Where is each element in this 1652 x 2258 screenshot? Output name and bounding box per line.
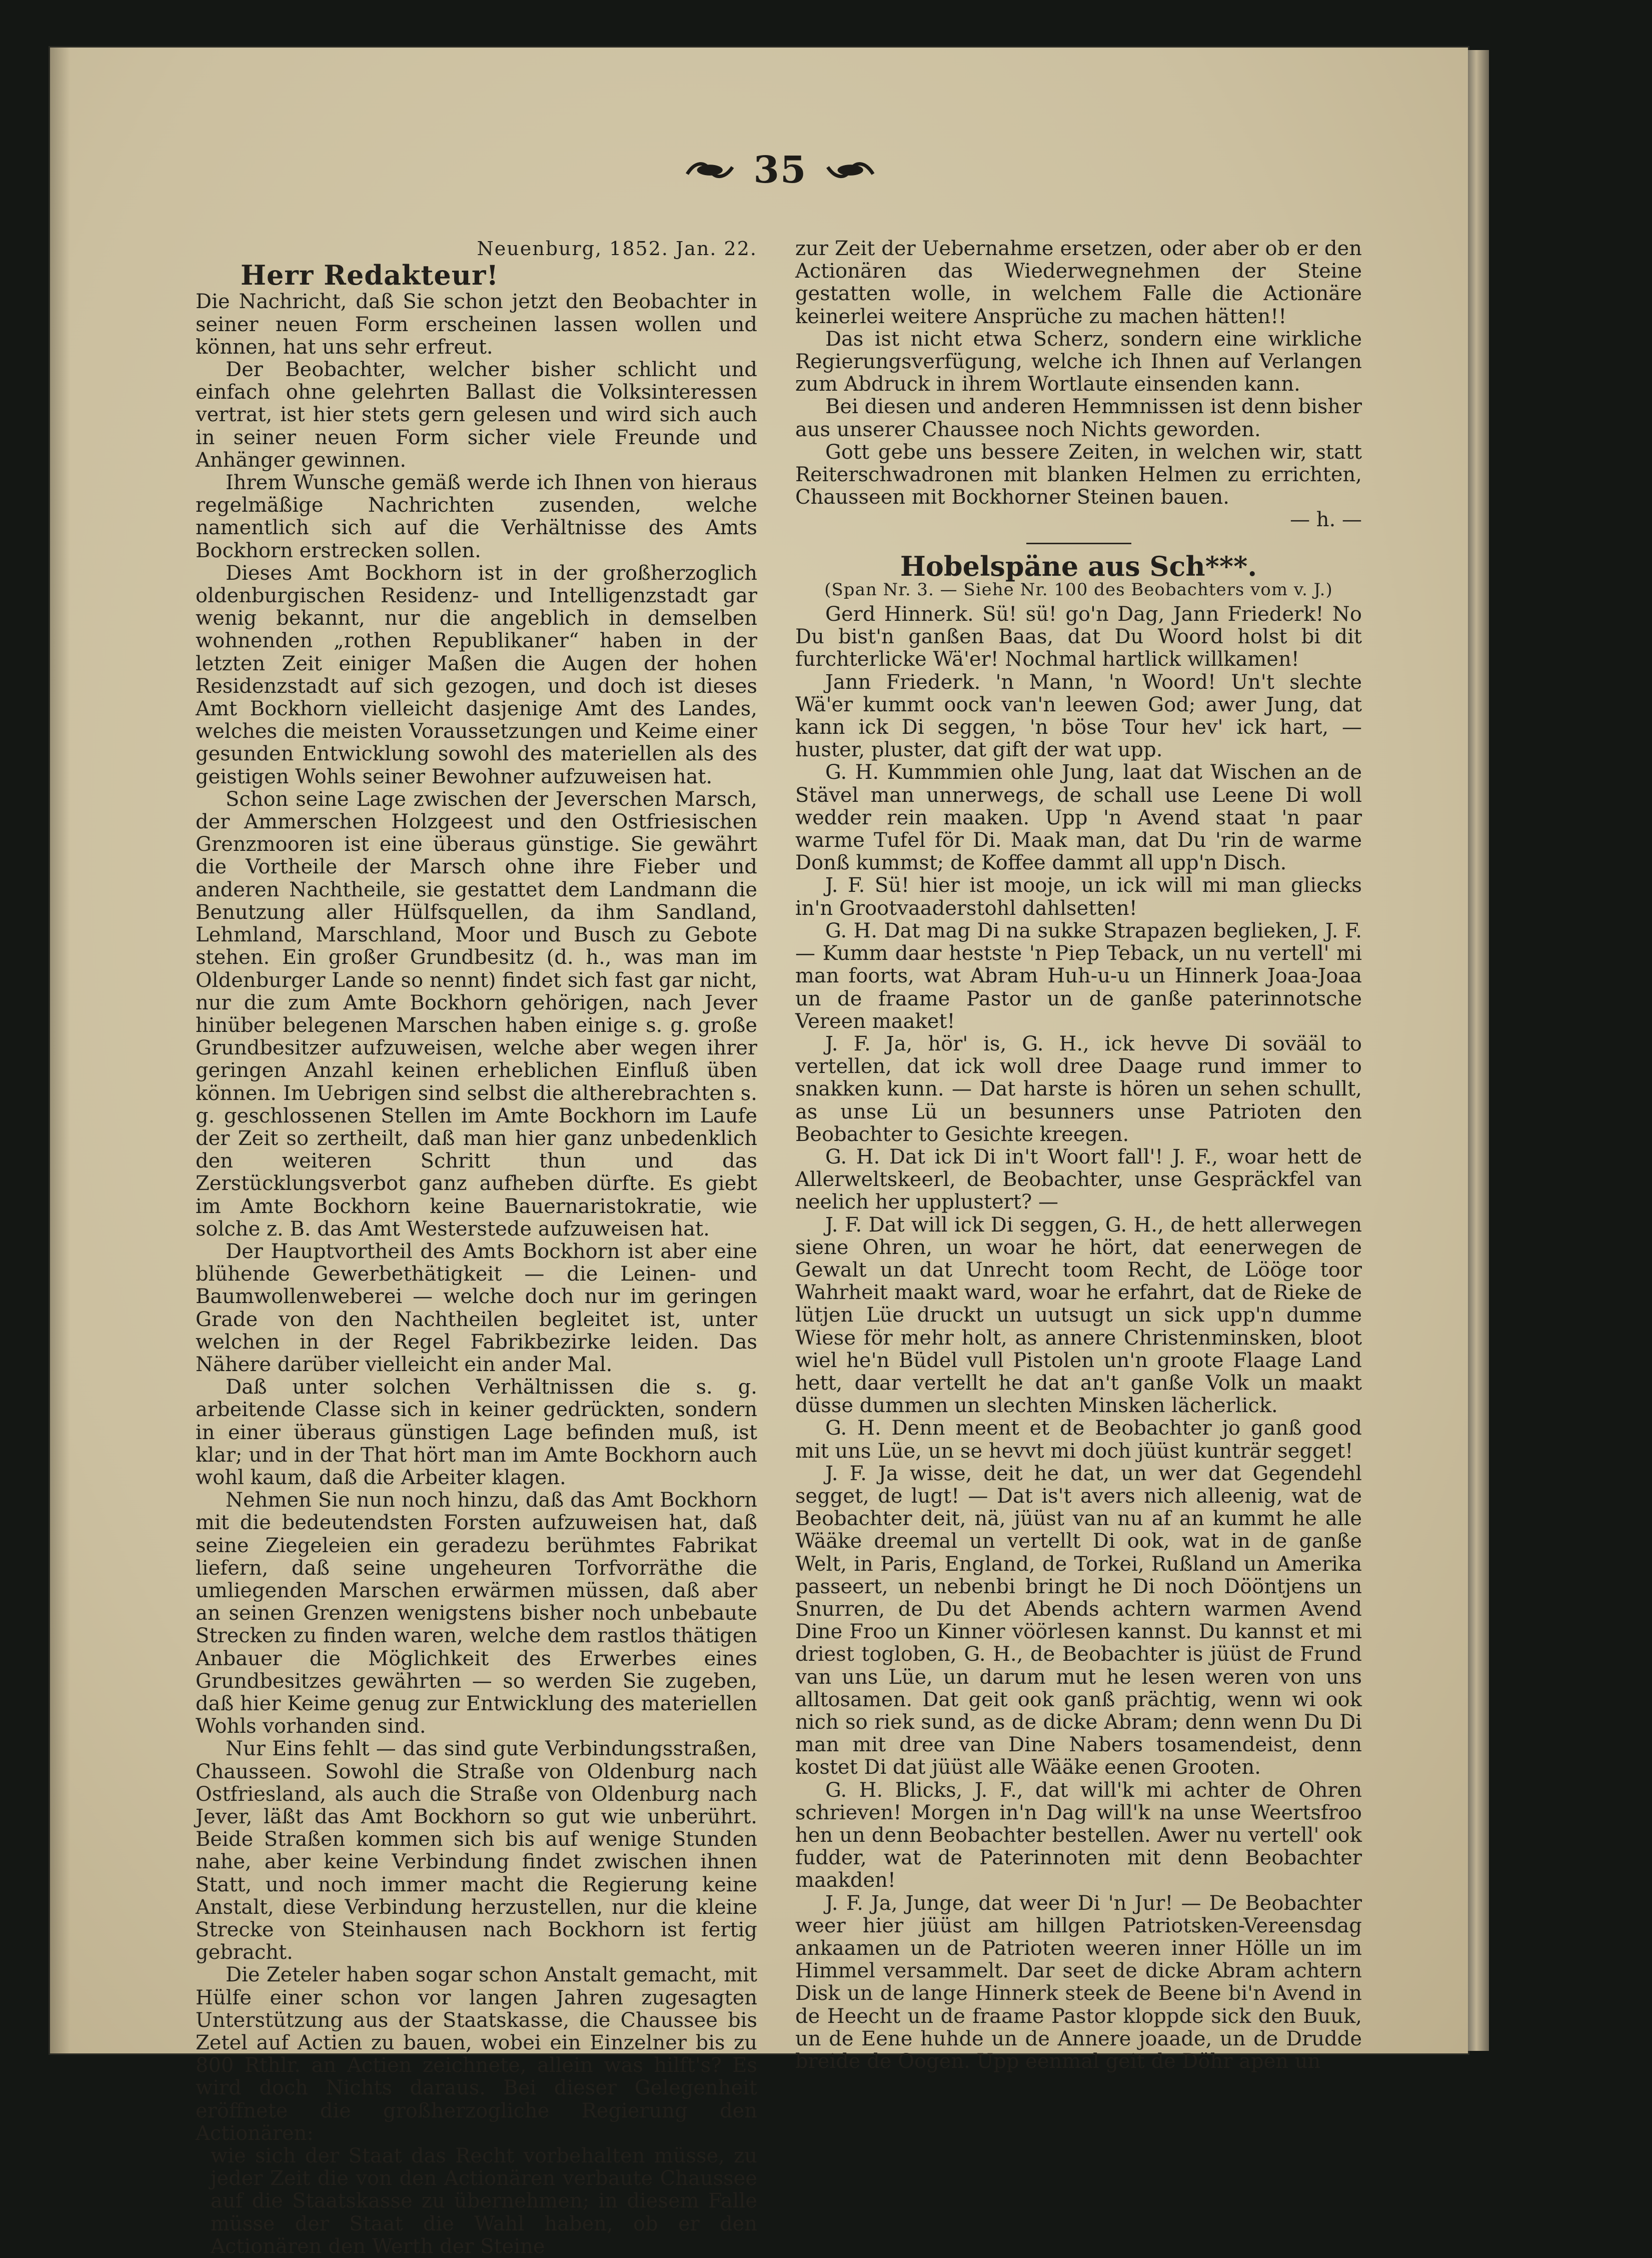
dialogue-paragraph: J. F. Ja, hör' is, G. H., ick hevve Di sovääl to vertellen, dat ick woll dree Daage rund immer to snakken kunn. — Dat harste is hören un sehen schullt, as unse Lü un besunners unse Patrioten den Beobachter to Gesichte kreegen. (795, 1032, 1362, 1146)
letter-signature: — h. — (1290, 508, 1362, 532)
letter-paragraph: Schon seine Lage zwischen der Jeverschen Marsch, der Ammerschen Holzgeest und den Ostfriesischen Grenzmooren ist eine überaus günstige. Sie gewährt die Vortheile der Marsch ohne ihre Fieber und anderen Nachtheile, sie gestattet dem Landmann die Benutzung aller Hülfsquellen, da ihm Sandland, Lehmland, Marschland, Moor und Busch zu Gebote stehen. Ein großer Grundbesitz (d. h., was man im Oldenburger Lande so nennt) findet sich fast gar nicht, nur die zum Amte Bockhorn gehörigen, nach Jever hinüber belegenen Marschen haben einige s. g. große Grundbesitzer aufzuweisen, welche aber wegen ihrer geringen Anzahl keinen erheblichen Einfluß üben können. Im Uebrigen sind selbst die altherebrachten s. g. geschlossenen Stellen im Amte Bockhorn im Laufe der Zeit so zertheilt, daß man hier ganz unbedenklich den weiteren Schritt thun und das Zerstücklungsverbot ganz aufheben dürfte. Es giebt im Amte Bockhorn keine Bauernaristokratie, wie solche z. B. das Amt Westerstede aufzuweisen hat. (196, 787, 757, 1241)
gutter-shadow (50, 48, 70, 2053)
letter-paragraph: Nehmen Sie nun noch hinzu, daß das Amt Bockhorn mit die bedeutendsten Forsten aufzuweisen hat, daß seine Ziegeleien ein geradezu berühmtes Fabrikat liefern, daß seine ungeheuren Torfvorräthe die umliegenden Marschen erwärmen müssen, daß aber an seinen Grenzen wenigstens bisher noch unbebaute Strecken zu finden waren, welche dem rastlos thätigen Anbauer die Möglichkeit des Erwerbes eines Grundbesitzes gewährten — so werden Sie zugeben, daß hier Keime genug zur Entwicklung des materiellen Wohls vorhanden sind. (196, 1489, 757, 1738)
section-separator (1026, 543, 1131, 544)
newspaper-page (50, 48, 1468, 2258)
letter-paragraph: Ihrem Wunsche gemäß werde ich Ihnen von hieraus regelmäßige Nachrichten zusenden, welche namentlich sich auf die Verhältnisse des Amts Bockhorn erstrecken sollen. (196, 471, 757, 562)
letter-paragraph: Der Beobachter, welcher bisher schlicht und einfach ohne gelehrten Ballast die Volksinteressen vertrat, ist hier stets gern gelesen und wird sich auch in seiner neuen Form sicher viele Freunde und Anhänger gewinnen. (196, 358, 757, 472)
letter-quote: wie sich der Staat das Recht vorbehalten müsse, zu jeder Zeit die von den Actionären verbaute Chaussee auf die Staatskasse zu übernehmen; in diesem Falle müsse der Staat die Wahl haben, ob er den Actionären den Werth der Steine (211, 2144, 757, 2258)
dialogue-paragraph: G. H. Kummmien ohle Jung, laat dat Wischen an de Stävel man unnerwegs, de schall use Leene Di woll wedder rein maaken. Upp 'n Avend staat 'n paar warme Tufel för Di. Maak man, dat Du 'rin de warme Donß kummst; de Koffee dammt all upp'n Disch. (795, 761, 1362, 875)
dialogue-paragraph: G. H. Dat mag Di na sukke Strapazen beglieken, J. F. — Kumm daar hestste 'n Piep Teback, un nu vertell' mi man foorts, wat Abram Huh-u-u un Hinnerk Joaa-Joaa un de fraame Pastor un de ganße paterinnotsche Vereen maaket! (795, 919, 1362, 1033)
dialogue-paragraph: J. F. Ja wisse, deit he dat, un wer dat Gegendehl segget, de lugt! — Dat is't avers nich alleenig, wat de Beobachter deit, nä, jüüst van nu af an kummt he alle Wääke dreemal un vertellt Di ook, wat in de ganße Welt, in Paris, England, de Torkei, Rußland un Amerika passeert, un nebenbi bringt he Di noch Dööntjens un Snurren, de Du det Abends achtern warmen Avend Dine Froo un Kinner vöörlesen kannst. Du kannst et mi driest togloben, G. H., de Beobachter is jüüst de Frund van uns Lüe, un darum mut he lesen weren von uns alltosamen. Dat geit ook ganß prächtig, wenn wi ook nich so riek sund, as de dicke Abram; denn wenn Du Di man mit dree van Dine Nabers tosamendeist, denn kostet Di dat jüüst alle Wääke eenen Grooten. (795, 1462, 1362, 1779)
dialogue-paragraph: J. F. Ja, Junge, dat weer Di 'n Jur! — De Beobachter weer hier jüüst am hillgen Patriotsken-Vereensdag ankaamen un de Patrioten weeren inner Hölle un im Himmel versammelt. Dar seet de dicke Abram achtern Disk un de lange Hinnerk steek de Beene bi'n Avend in de Heecht un de fraame Pastor kloppde sick den Buuk, un de Eene huhde un de Annere joaade, un de Drudde breide de Oogen. Upp eenmal geit de Döhr apen un (795, 1891, 1362, 2073)
letter-quote-continued: zur Zeit der Uebernahme ersetzen, oder aber ob er den Actionären das Wiederwegnehmen der Steine gestatten wolle, in welchem Falle die Actionäre keinerlei weitere Ansprüche zu machen hätten!! (795, 237, 1362, 328)
letter-paragraph: Nur Eins fehlt — das sind gute Verbindungsstraßen, Chausseen. Sowohl die Straße von Oldenburg nach Ostfriesland, als auch die Straße von Oldenburg nach Jever, läßt das Amt Bockhorn so gut wie unberührt. Beide Straßen kommen sich bis auf wenige Stunden nahe, aber keine Verbindung findet zwischen ihnen Statt, und noch immer macht die Regierung keine Anstalt, diese Verbindung herzustellen, nur die kleine Strecke von Steinhausen nach Bockhorn ist fertig gebracht. (196, 1737, 757, 1964)
dialogue-paragraph: G. H. Denn meent et de Beobachter jo ganß good mit uns Lüe, un se hevvt mi doch jüüst kunträr segget! (795, 1417, 1362, 1463)
letter-paragraph: Die Nachricht, daß Sie schon jetzt den Beobachter in seiner neuen Form erscheinen lassen wollen und können, hat uns sehr erfreut. (196, 290, 757, 359)
dialogue-paragraph: Jann Friederk. 'n Mann, 'n Woord! Un't slechte Wä'er kummt oock van'n leewen God; awer Jung, dat kann ick Di seggen, 'n böse Tour hev' ick hart, — huster, pluster, dat gift der wat upp. (795, 670, 1362, 762)
dialogue-paragraph: G. H. Blicks, J. F., dat will'k mi achter de Ohren schrieven! Morgen in'n Dag will'k na unse Weertsfroo hen un denn Beobachter bestellen. Awer nu vertell' ook fudder, wat de Paterinnoten mit denn Beobachter maakden! (795, 1778, 1362, 1892)
letter-heading: Herr Redakteur! (241, 259, 499, 292)
dialogue-paragraph: G. H. Dat ick Di in't Woort fall'! J. F., woar hett de Allerweltskeerl, de Beobachter, unse Gespräckfel van neelich her upplustert? — (795, 1145, 1362, 1214)
dialogue-heading: Hobelspäne aus Sch***. (900, 550, 1257, 582)
letter-paragraph: Dieses Amt Bockhorn ist in der großherzoglich oldenburgischen Residenz- und Intelligenzstadt gar wenig bekannt, nur die angeblich in demselben wohnenden „rothen Republikaner“ haben in der letzten Zeit einiger Maßen die Augen der hohen Residenzstadt auf sich gezogen, und doch ist dieses Amt Bockhorn vielleicht dasjenige Amt des Landes, welches die meisten Voraussetzungen und Keime einer gesunden Entwicklung sowohl des materiellen als des geistigen Wohls seiner Bewohner aufzuweisen hat. (196, 561, 757, 788)
column-left (196, 238, 757, 2258)
letter-closing-paragraph: Bei diesen und anderen Hemmnissen ist denn bisher aus unserer Chaussee noch Nichts geworden. (795, 395, 1362, 441)
dialogue-paragraph: J. F. Sü! hier ist mooje, un ick will mi man gliecks in'n Grootvaaderstohl dahlsetten! (795, 874, 1362, 920)
letter-dateline: Neuenburg, 1852. Jan. 22. (477, 238, 757, 260)
page-number: 35 (753, 149, 807, 192)
ornament-right-icon (826, 159, 875, 181)
letter-paragraph: Die Zeteler haben sogar schon Anstalt gemacht, mit Hülfe einer schon vor langen Jahren zugesagten Unterstützung aus der Staatskasse, die Chaussee bis Zetel auf Actien zu bauen, wobei ein Einzelner bis zu 800 Rthlr. an Actien zeichnete, allein was hilft's? Es wird doch Nichts daraus. Bei dieser Gelegenheit eröffnete die großherzogliche Regierung den Actionären: (196, 1963, 757, 2145)
ornament-left-icon (685, 159, 735, 181)
page-number-header (685, 143, 875, 198)
column-right (795, 238, 1362, 2073)
letter-closing-paragraph: Gott gebe uns bessere Zeiten, in welchen wir, statt Reiterschwadronen mit blanken Helmen zu errichten, Chausseen mit Bockhorner Steinen bauen. (795, 440, 1362, 509)
dialogue-paragraph: J. F. Dat will ick Di seggen, G. H., de hett allerwegen siene Ohren, un woar he hört, dat eenerwegen de Gewalt un dat Unrecht toom Recht, de Lööge toor Wahrheit maakt ward, woar he erfahrt, dat de Rieke de lütjen Lüe druckt un uutsugt un sick upp'n dumme Wiese för mehr holt, as annere Christenminsken, bloot wiel he'n Büdel vull Pistolen un'n groote Flaage Land hett, daar vertellt he dat an't ganße Volk un maakt düsse dummen un slechten Minsken lächerlick. (795, 1213, 1362, 1418)
dialogue-paragraph: Gerd Hinnerk. Sü! sü! go'n Dag, Jann Friederk! No Du bist'n ganßen Baas, dat Du Woord holst bi dit furchterlicke Wä'er! Nochmal hartlick willkamen! (795, 603, 1362, 671)
dialogue-subheading: (Span Nr. 3. — Siehe Nr. 100 des Beobachters vom v. J.) (824, 579, 1333, 600)
letter-paragraph: Daß unter solchen Verhältnissen die s. g. arbeitende Classe sich in keiner gedrückten, sondern in einer überaus günstigen Lage befinden muß, ist klar; und in der That hört man im Amte Bockhorn auch wohl kaum, daß die Arbeiter klagen. (196, 1376, 757, 1489)
letter-closing-paragraph: Das ist nicht etwa Scherz, sondern eine wirkliche Regierungsverfügung, welche ich Ihnen auf Verlangen zum Abdruck in ihrem Wortlaute einsenden kann. (795, 327, 1362, 396)
page-edge (1468, 50, 1489, 2051)
letter-paragraph: Der Hauptvortheil des Amts Bockhorn ist aber eine blühende Gewerbethätigkeit — die Leinen- und Baumwollenweberei — welche doch nur im geringen Grade von den Nachtheilen begleitet ist, unter welchen in der Regel Fabrikbezirke leiden. Das Nähere darüber vielleicht ein ander Mal. (196, 1240, 757, 1376)
